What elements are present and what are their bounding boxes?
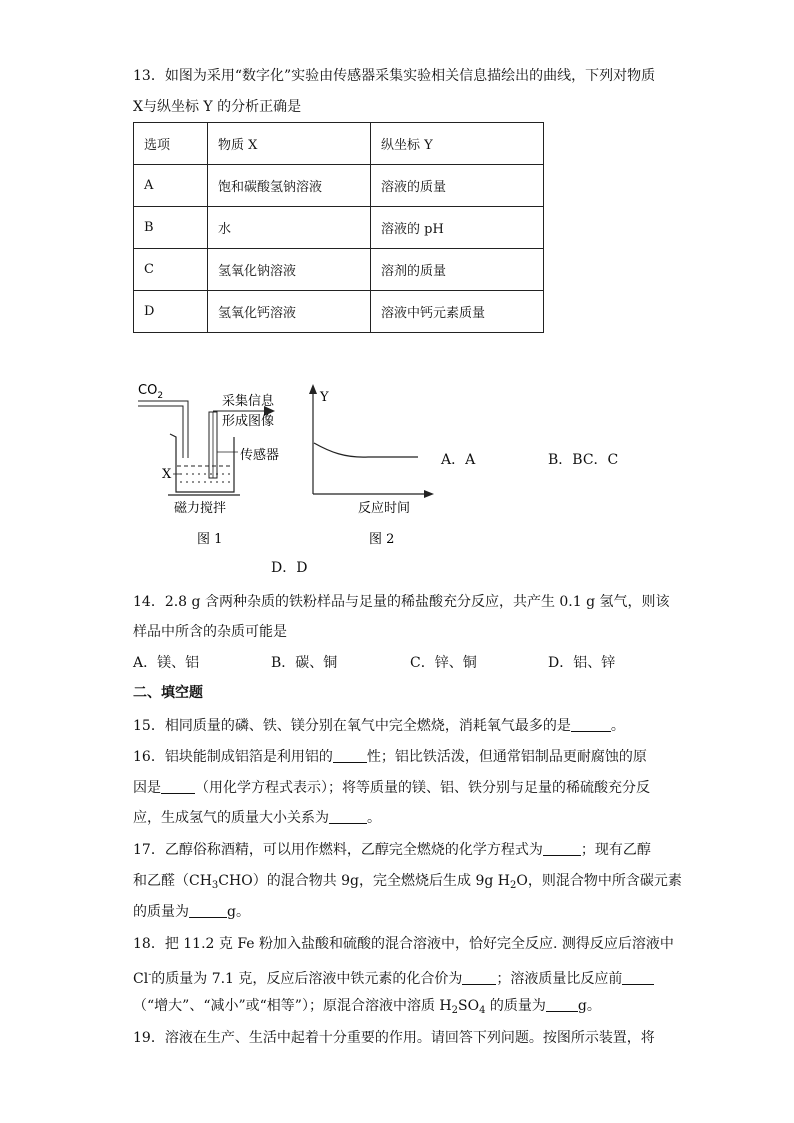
q17-text: O，则混合物中所含碳元素 bbox=[516, 873, 682, 889]
beaker bbox=[170, 434, 234, 492]
q16-text: 性；铝比铁活泼，但通常铝制品更耐腐蚀的原 bbox=[366, 749, 647, 765]
q14-line2: 样品中所含的杂质可能是 bbox=[133, 624, 287, 640]
table-cell: 溶剂的质量 bbox=[371, 249, 544, 291]
q16-text: （用化学方程式表示）；将等质量的镁、铝、铁分别与足量的稀硫酸充分反 bbox=[195, 780, 650, 796]
answer-blank bbox=[161, 779, 195, 794]
q17-text: 和乙醛（CH bbox=[133, 873, 212, 889]
q17-text: ；现有乙醇 bbox=[580, 842, 651, 858]
table-header-cell: 物质 X bbox=[208, 123, 371, 165]
q18-line1: 18．把 11.2 克 Fe 粉加入盐酸和硫酸的混合溶液中，恰好完全反应. 测得反应后溶液中 bbox=[133, 936, 674, 952]
section-title: 二、填空题 bbox=[133, 685, 203, 701]
q16-text: 16．铝块能制成铝箔是利用铝的 bbox=[133, 749, 333, 765]
collect-label-2: 形成图像 bbox=[222, 414, 275, 429]
q19-line1: 19．溶液在生产、生活中起着十分重要的作用。请回答下列问题。按图所示装置，将 bbox=[133, 1030, 655, 1046]
stir-label: 磁力搅拌 bbox=[174, 501, 227, 516]
table-cell: 饱和碳酸氢钠溶液 bbox=[208, 165, 371, 207]
table-header-cell: 纵坐标 Y bbox=[371, 123, 544, 165]
q17-text: 17．乙醇俗称酒精，可以用作燃料，乙醇完全燃烧的化学方程式为 bbox=[133, 842, 543, 858]
table-cell: 氢氧化钙溶液 bbox=[208, 291, 371, 333]
q17-text: 的质量为 bbox=[133, 904, 189, 920]
q17-text: 2 bbox=[510, 880, 517, 891]
q14-choice-d: D．铝、锌 bbox=[548, 655, 616, 671]
q15-text: 15．相同质量的磷、铁、镁分别在氧气中完全燃烧，消耗氧气最多的是 bbox=[133, 718, 571, 734]
table-header-cell: 选项 bbox=[134, 123, 208, 165]
table-cell: 氢氧化钠溶液 bbox=[208, 249, 371, 291]
q13-line1: 13．如图为采用“数字化”实验由传感器采集实验相关信息描绘出的曲线，下列对物质 bbox=[133, 68, 656, 84]
answer-blank bbox=[546, 997, 578, 1012]
table-cell: A bbox=[134, 165, 208, 207]
q16-line2 bbox=[133, 778, 650, 798]
answer-blank bbox=[571, 717, 611, 732]
x-substance-label: X bbox=[162, 467, 172, 482]
sensor-label: 传感器 bbox=[240, 448, 280, 463]
q18-text: g。 bbox=[577, 998, 601, 1014]
answer-blank bbox=[622, 970, 654, 985]
table-cell: 溶液的质量 bbox=[371, 165, 544, 207]
curve bbox=[314, 443, 418, 457]
q18-text: ；溶液质量比反应前 bbox=[496, 971, 623, 987]
y-axis-label: Y bbox=[320, 390, 329, 405]
q17-text: 3 bbox=[211, 880, 219, 891]
q15-end: 。 bbox=[610, 718, 625, 734]
q18-text: - bbox=[148, 970, 152, 980]
fig1-caption: 图 1 bbox=[197, 532, 223, 547]
q18-line2 bbox=[133, 965, 654, 989]
collect-label-1: 采集信息 bbox=[222, 394, 275, 409]
q18-text: 的质量为 7.1 克，反应后溶液中铁元素的化合价为 bbox=[151, 971, 463, 987]
q17-line2 bbox=[133, 871, 682, 896]
q14-choice-b: B．碳、铜 bbox=[271, 655, 338, 671]
table-cell: 水 bbox=[208, 207, 371, 249]
q18-line3 bbox=[133, 996, 601, 1021]
choice-a: A．A bbox=[441, 452, 476, 468]
q18-text: SO bbox=[457, 998, 480, 1014]
q14-choice-a: A．镁、铝 bbox=[133, 655, 200, 671]
choice-bc: B．BC．C bbox=[548, 452, 619, 468]
q17-line1 bbox=[133, 840, 651, 860]
q18-text: 2 bbox=[451, 1005, 458, 1016]
q16-text: 。 bbox=[367, 810, 381, 826]
q16-line1 bbox=[133, 747, 647, 767]
q14-choice-c: C．锌、铜 bbox=[410, 655, 477, 671]
q14-line1: 14．2.8 g 含两种杂质的铁粉样品与足量的稀盐酸充分反应，共产生 0.1 g 氢气，则该 bbox=[133, 594, 670, 610]
choice-d: D．D bbox=[271, 560, 308, 576]
q17-line3 bbox=[133, 902, 250, 922]
answer-blank bbox=[543, 841, 581, 856]
answer-blank bbox=[329, 809, 367, 824]
q16-text: 因是 bbox=[133, 780, 161, 796]
table-cell: 溶液中钙元素质量 bbox=[371, 291, 544, 333]
q13-line2: X与纵坐标 Y 的分析正确是 bbox=[133, 99, 302, 115]
table-cell: D bbox=[134, 291, 208, 333]
q18-text: （“增大”、“减小”或“相等”）；原混合溶液中溶质 H bbox=[133, 998, 452, 1014]
q15-line bbox=[133, 716, 625, 736]
table-cell: C bbox=[134, 249, 208, 291]
q17-text: CHO）的混合物共 9g，完全燃烧后生成 9g H bbox=[218, 873, 510, 889]
q18-text: Cl bbox=[133, 971, 149, 987]
co2-label: $CO_2$ bbox=[138, 383, 164, 401]
fig2-caption: 图 2 bbox=[369, 532, 395, 547]
q17-text: g。 bbox=[227, 904, 250, 920]
q16-text: 应，生成氢气的质量大小关系为 bbox=[133, 810, 329, 826]
answer-blank bbox=[333, 748, 367, 763]
q18-text: 的质量为 bbox=[485, 998, 546, 1014]
table-cell: B bbox=[134, 207, 208, 249]
q16-line3 bbox=[133, 808, 381, 828]
answer-blank bbox=[189, 903, 227, 918]
co2-inlet-tube bbox=[138, 401, 188, 458]
q18-text: 4 bbox=[479, 1005, 486, 1016]
answer-blank bbox=[462, 970, 496, 985]
table-cell: 溶液的 pH bbox=[371, 207, 544, 249]
x-axis-label: 反应时间 bbox=[358, 501, 411, 516]
